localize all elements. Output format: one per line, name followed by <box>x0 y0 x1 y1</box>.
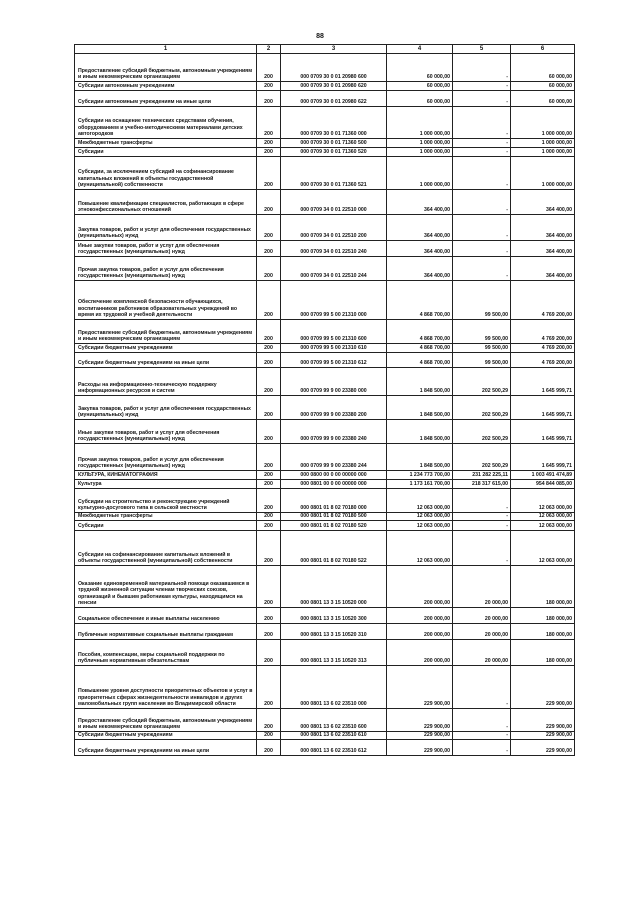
row-name-cell: Иные закупки товаров, работ и услуг для обеспечения государственных (муниципальных) нужд <box>75 420 257 444</box>
row-name-cell: Публичные нормативные социальные выплаты гражданам <box>75 624 257 640</box>
row-unexecuted-cell: - <box>453 54 511 82</box>
row-plan-cell: 12 063 000,00 <box>387 521 453 531</box>
table-row <box>75 91 575 107</box>
row-plan-cell: 229 900,00 <box>387 666 453 709</box>
row-csr-cell: 000 0709 30 0 01 71360 000 <box>281 107 387 139</box>
row-executed-cell: 180 000,00 <box>511 624 575 640</box>
row-code-cell: 200 <box>257 444 281 471</box>
row-unexecuted-cell: 218 317 615,00 <box>453 480 511 489</box>
row-name-cell: Повышение квалификации специалистов, работающих в сфере этноконфессиональных отношений <box>75 190 257 215</box>
row-csr-cell: 000 0801 13 6 02 23510 610 <box>281 732 387 740</box>
table-row <box>75 368 575 396</box>
row-name-cell: Предоставление субсидий бюджетным, автономным учреждениям и иным некоммерческим организациям <box>75 54 257 82</box>
row-name-cell: Субсидии <box>75 521 257 531</box>
header-cell: 1 <box>75 45 257 54</box>
table-row <box>75 148 575 157</box>
row-name-cell: Расходы на информационно-техническую поддержку информационных ресурсов и систем <box>75 368 257 396</box>
row-plan-cell: 200 000,00 <box>387 624 453 640</box>
table-row <box>75 471 575 480</box>
row-unexecuted-cell: - <box>453 709 511 732</box>
row-csr-cell: 000 0801 13 3 15 10520 310 <box>281 624 387 640</box>
table-row <box>75 241 575 257</box>
row-name-cell: Субсидии, за исключением субсидий на софинансирование капитальных вложений в объекты государственной (муниципальной) собственности <box>75 157 257 190</box>
row-executed-cell: 364 400,00 <box>511 215 575 241</box>
row-plan-cell: 4 868 700,00 <box>387 281 453 320</box>
row-executed-cell: 12 063 000,00 <box>511 489 575 513</box>
row-unexecuted-cell: - <box>453 257 511 281</box>
row-plan-cell: 1 000 000,00 <box>387 148 453 157</box>
row-code-cell: 200 <box>257 420 281 444</box>
row-unexecuted-cell: - <box>453 740 511 756</box>
row-executed-cell: 180 000,00 <box>511 640 575 666</box>
row-plan-cell: 60 000,00 <box>387 82 453 91</box>
row-csr-cell: 000 0709 30 0 01 20980 620 <box>281 82 387 91</box>
row-name-cell: Предоставление субсидий бюджетным, автономным учреждениям и иным некоммерческим организациям <box>75 709 257 732</box>
row-executed-cell: 12 063 000,00 <box>511 513 575 521</box>
row-code-cell: 200 <box>257 471 281 480</box>
row-code-cell: 200 <box>257 157 281 190</box>
row-plan-cell: 200 000,00 <box>387 608 453 624</box>
row-code-cell: 200 <box>257 320 281 344</box>
row-plan-cell: 1 848 500,00 <box>387 368 453 396</box>
row-csr-cell: 000 0801 13 3 15 10520 300 <box>281 608 387 624</box>
table-row <box>75 531 575 566</box>
row-csr-cell: 000 0709 34 0 01 22510 200 <box>281 215 387 241</box>
row-csr-cell: 000 0709 30 0 01 71360 520 <box>281 148 387 157</box>
table-row <box>75 608 575 624</box>
table-row <box>75 566 575 608</box>
row-code-cell: 200 <box>257 257 281 281</box>
row-code-cell: 200 <box>257 480 281 489</box>
row-plan-cell: 364 400,00 <box>387 190 453 215</box>
row-code-cell: 200 <box>257 624 281 640</box>
row-csr-cell: 000 0709 99 9 00 23380 200 <box>281 396 387 420</box>
row-executed-cell: 4 769 200,00 <box>511 344 575 353</box>
row-csr-cell: 000 0801 13 6 02 23510 600 <box>281 709 387 732</box>
row-plan-cell: 200 000,00 <box>387 640 453 666</box>
row-name-cell: Субсидии бюджетным учреждениям на иные цели <box>75 353 257 368</box>
row-executed-cell: 60 000,00 <box>511 82 575 91</box>
row-code-cell: 200 <box>257 344 281 353</box>
row-code-cell: 200 <box>257 740 281 756</box>
row-plan-cell: 4 868 700,00 <box>387 353 453 368</box>
row-name-cell: Межбюджетные трансферты <box>75 139 257 148</box>
row-plan-cell: 12 063 000,00 <box>387 489 453 513</box>
row-code-cell: 200 <box>257 215 281 241</box>
row-plan-cell: 1 173 161 700,00 <box>387 480 453 489</box>
row-csr-cell: 000 0709 99 9 00 23380 244 <box>281 444 387 471</box>
row-code-cell: 200 <box>257 148 281 157</box>
row-unexecuted-cell: 99 500,00 <box>453 353 511 368</box>
row-executed-cell: 1 000 000,00 <box>511 139 575 148</box>
table-row <box>75 82 575 91</box>
row-name-cell: Субсидии <box>75 148 257 157</box>
table-row <box>75 666 575 709</box>
row-unexecuted-cell: 20 000,00 <box>453 640 511 666</box>
row-name-cell: Межбюджетные трансферты <box>75 513 257 521</box>
row-executed-cell: 229 900,00 <box>511 709 575 732</box>
row-unexecuted-cell: - <box>453 513 511 521</box>
row-code-cell: 200 <box>257 107 281 139</box>
row-csr-cell: 000 0709 30 0 01 71360 521 <box>281 157 387 190</box>
row-plan-cell: 1 848 500,00 <box>387 444 453 471</box>
row-executed-cell: 364 400,00 <box>511 257 575 281</box>
row-csr-cell: 000 0709 30 0 01 20980 600 <box>281 54 387 82</box>
row-plan-cell: 364 400,00 <box>387 257 453 281</box>
row-plan-cell: 1 848 500,00 <box>387 396 453 420</box>
row-code-cell: 200 <box>257 489 281 513</box>
row-csr-cell: 000 0801 13 6 02 23510 000 <box>281 666 387 709</box>
table-row <box>75 320 575 344</box>
row-name-cell: Социальное обеспечение и иные выплаты населению <box>75 608 257 624</box>
row-plan-cell: 364 400,00 <box>387 241 453 257</box>
row-unexecuted-cell: - <box>453 148 511 157</box>
row-executed-cell: 229 900,00 <box>511 732 575 740</box>
row-unexecuted-cell: 202 500,29 <box>453 444 511 471</box>
budget-table-body <box>75 45 575 756</box>
row-name-cell: Оказание единовременной материальной помощи оказавшимся в трудной жизненной ситуации членам творческих союзов, организаций и бывшим работникам культуры, находящимся на пенсии <box>75 566 257 608</box>
row-name-cell: Закупка товаров, работ и услуг для обеспечения государственных (муниципальных) нужд <box>75 396 257 420</box>
row-plan-cell: 1 234 773 700,00 <box>387 471 453 480</box>
row-code-cell: 200 <box>257 513 281 521</box>
row-unexecuted-cell: 99 500,00 <box>453 281 511 320</box>
row-name-cell: Субсидии автономным учреждениям на иные цели <box>75 91 257 107</box>
row-code-cell: 200 <box>257 396 281 420</box>
row-plan-cell: 1 000 000,00 <box>387 139 453 148</box>
row-csr-cell: 000 0801 01 8 02 70180 000 <box>281 489 387 513</box>
row-unexecuted-cell: 99 500,00 <box>453 320 511 344</box>
row-plan-cell: 229 900,00 <box>387 709 453 732</box>
row-plan-cell: 1 000 000,00 <box>387 107 453 139</box>
budget-table <box>74 44 575 756</box>
table-row <box>75 257 575 281</box>
row-csr-cell: 000 0709 34 0 01 22510 244 <box>281 257 387 281</box>
table-row <box>75 513 575 521</box>
row-code-cell: 200 <box>257 566 281 608</box>
row-csr-cell: 000 0801 13 3 15 10520 313 <box>281 640 387 666</box>
row-code-cell: 200 <box>257 281 281 320</box>
row-plan-cell: 1 000 000,00 <box>387 157 453 190</box>
row-code-cell: 200 <box>257 54 281 82</box>
row-executed-cell: 12 063 000,00 <box>511 521 575 531</box>
table-row <box>75 521 575 531</box>
row-unexecuted-cell: - <box>453 215 511 241</box>
row-executed-cell: 1 000 000,00 <box>511 148 575 157</box>
row-executed-cell: 1 645 999,71 <box>511 396 575 420</box>
table-row <box>75 353 575 368</box>
row-executed-cell: 364 400,00 <box>511 190 575 215</box>
table-row <box>75 740 575 756</box>
table-row <box>75 157 575 190</box>
row-name-cell: Прочая закупка товаров, работ и услуг для обеспечения государственных (муниципальных) нужд <box>75 444 257 471</box>
header-cell: 3 <box>281 45 387 54</box>
row-plan-cell: 229 900,00 <box>387 732 453 740</box>
row-executed-cell: 180 000,00 <box>511 566 575 608</box>
table-row <box>75 489 575 513</box>
row-code-cell: 200 <box>257 353 281 368</box>
row-csr-cell: 000 0709 30 0 01 20980 622 <box>281 91 387 107</box>
row-executed-cell: 954 844 085,00 <box>511 480 575 489</box>
header-cell: 5 <box>453 45 511 54</box>
table-row <box>75 624 575 640</box>
row-unexecuted-cell: - <box>453 157 511 190</box>
row-name-cell: Повышение уровня доступности приоритетных объектов и услуг в приоритетных сферах жизнедеятельности инвалидов и других маломобильных групп населения во Владимирской области <box>75 666 257 709</box>
row-name-cell: Обеспечение комплексной безопасности обучающихся, воспитанников работников образовательных учреждений во время их трудовой и учебной деятельности <box>75 281 257 320</box>
row-unexecuted-cell: 202 500,29 <box>453 420 511 444</box>
row-executed-cell: 364 400,00 <box>511 241 575 257</box>
row-code-cell: 200 <box>257 666 281 709</box>
row-name-cell: Культура <box>75 480 257 489</box>
row-executed-cell: 4 769 200,00 <box>511 353 575 368</box>
table-row <box>75 640 575 666</box>
row-plan-cell: 60 000,00 <box>387 91 453 107</box>
row-code-cell: 200 <box>257 241 281 257</box>
table-row <box>75 396 575 420</box>
row-plan-cell: 364 400,00 <box>387 215 453 241</box>
table-row <box>75 107 575 139</box>
row-csr-cell: 000 0800 00 0 00 00000 000 <box>281 471 387 480</box>
row-executed-cell: 4 769 200,00 <box>511 320 575 344</box>
row-code-cell: 200 <box>257 82 281 91</box>
table-row <box>75 480 575 489</box>
table-row <box>75 732 575 740</box>
row-executed-cell: 1 645 999,71 <box>511 420 575 444</box>
row-csr-cell: 000 0709 34 0 01 22510 240 <box>281 241 387 257</box>
row-code-cell: 200 <box>257 521 281 531</box>
row-name-cell: Закупка товаров, работ и услуг для обеспечения государственных (муниципальных) нужд <box>75 215 257 241</box>
row-executed-cell: 60 000,00 <box>511 91 575 107</box>
row-unexecuted-cell: 99 500,00 <box>453 344 511 353</box>
header-cell: 6 <box>511 45 575 54</box>
row-code-cell: 200 <box>257 139 281 148</box>
header-cell: 4 <box>387 45 453 54</box>
row-unexecuted-cell: 231 282 225,11 <box>453 471 511 480</box>
row-csr-cell: 000 0801 01 8 02 70180 500 <box>281 513 387 521</box>
row-plan-cell: 12 063 000,00 <box>387 513 453 521</box>
row-unexecuted-cell: - <box>453 82 511 91</box>
row-name-cell: Субсидии на строительство и реконструкцию учреждений культурно-досугового типа в сельской местности <box>75 489 257 513</box>
table-row <box>75 215 575 241</box>
row-csr-cell: 000 0709 99 5 00 21310 000 <box>281 281 387 320</box>
row-name-cell: Субсидии автономным учреждениям <box>75 82 257 91</box>
row-executed-cell: 229 900,00 <box>511 740 575 756</box>
table-row <box>75 139 575 148</box>
table-row <box>75 190 575 215</box>
row-unexecuted-cell: 202 500,29 <box>453 396 511 420</box>
row-csr-cell: 000 0801 01 8 02 70180 522 <box>281 531 387 566</box>
row-executed-cell: 229 900,00 <box>511 666 575 709</box>
row-unexecuted-cell: - <box>453 190 511 215</box>
row-csr-cell: 000 0709 99 5 00 21310 600 <box>281 320 387 344</box>
row-csr-cell: 000 0801 13 3 15 10520 000 <box>281 566 387 608</box>
row-plan-cell: 60 000,00 <box>387 54 453 82</box>
header-cell: 2 <box>257 45 281 54</box>
row-executed-cell: 1 645 999,71 <box>511 444 575 471</box>
row-csr-cell: 000 0709 99 5 00 21310 610 <box>281 344 387 353</box>
row-unexecuted-cell: - <box>453 241 511 257</box>
row-executed-cell: 12 063 000,00 <box>511 531 575 566</box>
row-name-cell: КУЛЬТУРА, КИНЕМАТОГРАФИЯ <box>75 471 257 480</box>
row-csr-cell: 000 0709 99 9 00 23380 240 <box>281 420 387 444</box>
table-header-row <box>75 45 575 54</box>
row-csr-cell: 000 0709 99 9 00 23380 000 <box>281 368 387 396</box>
row-unexecuted-cell: - <box>453 666 511 709</box>
table-row <box>75 444 575 471</box>
row-unexecuted-cell: 20 000,00 <box>453 624 511 640</box>
row-name-cell: Субсидии бюджетным учреждениям <box>75 344 257 353</box>
row-plan-cell: 12 063 000,00 <box>387 531 453 566</box>
row-csr-cell: 000 0709 99 5 00 21310 612 <box>281 353 387 368</box>
row-unexecuted-cell: - <box>453 531 511 566</box>
row-unexecuted-cell: 202 500,29 <box>453 368 511 396</box>
row-plan-cell: 229 900,00 <box>387 740 453 756</box>
row-executed-cell: 1 000 000,00 <box>511 157 575 190</box>
row-unexecuted-cell: - <box>453 489 511 513</box>
row-name-cell: Субсидии бюджетным учреждениям <box>75 732 257 740</box>
row-unexecuted-cell: - <box>453 139 511 148</box>
row-name-cell: Субсидии на софинансирование капитальных вложений в объекты государственной (муниципальной) собственности <box>75 531 257 566</box>
page-number: 88 <box>316 33 324 40</box>
row-name-cell: Субсидии на оснащение технических средствами обучения, оборудованием и учебно-методическими материалами детских автогородков <box>75 107 257 139</box>
row-csr-cell: 000 0801 00 0 00 00000 000 <box>281 480 387 489</box>
row-executed-cell: 60 000,00 <box>511 54 575 82</box>
row-executed-cell: 1 645 999,71 <box>511 368 575 396</box>
row-code-cell: 200 <box>257 190 281 215</box>
row-plan-cell: 4 868 700,00 <box>387 344 453 353</box>
row-unexecuted-cell: - <box>453 521 511 531</box>
row-code-cell: 200 <box>257 608 281 624</box>
row-unexecuted-cell: - <box>453 732 511 740</box>
table-row <box>75 709 575 732</box>
row-name-cell: Иные закупки товаров, работ и услуг для обеспечения государственных (муниципальных) нужд <box>75 241 257 257</box>
row-csr-cell: 000 0801 13 6 02 23510 612 <box>281 740 387 756</box>
table-row <box>75 54 575 82</box>
row-code-cell: 200 <box>257 368 281 396</box>
row-name-cell: Предоставление субсидий бюджетным, автономным учреждениям и иным некоммерческим организациям <box>75 320 257 344</box>
row-name-cell: Пособия, компенсации, меры социальной поддержки по публичным нормативным обязательствам <box>75 640 257 666</box>
row-executed-cell: 1 000 000,00 <box>511 107 575 139</box>
row-unexecuted-cell: 20 000,00 <box>453 566 511 608</box>
row-plan-cell: 1 848 500,00 <box>387 420 453 444</box>
row-plan-cell: 200 000,00 <box>387 566 453 608</box>
table-row <box>75 281 575 320</box>
row-unexecuted-cell: 20 000,00 <box>453 608 511 624</box>
row-executed-cell: 180 000,00 <box>511 608 575 624</box>
row-csr-cell: 000 0801 01 8 02 70180 520 <box>281 521 387 531</box>
row-code-cell: 200 <box>257 531 281 566</box>
row-code-cell: 200 <box>257 732 281 740</box>
row-executed-cell: 4 769 200,00 <box>511 281 575 320</box>
row-unexecuted-cell: - <box>453 107 511 139</box>
table-row <box>75 344 575 353</box>
row-name-cell: Прочая закупка товаров, работ и услуг для обеспечения государственных (муниципальных) нужд <box>75 257 257 281</box>
row-csr-cell: 000 0709 34 0 01 22510 000 <box>281 190 387 215</box>
row-unexecuted-cell: - <box>453 91 511 107</box>
row-csr-cell: 000 0709 30 0 01 71360 500 <box>281 139 387 148</box>
row-executed-cell: 1 003 491 474,89 <box>511 471 575 480</box>
row-plan-cell: 4 868 700,00 <box>387 320 453 344</box>
row-code-cell: 200 <box>257 91 281 107</box>
row-code-cell: 200 <box>257 709 281 732</box>
table-row <box>75 420 575 444</box>
row-name-cell: Субсидии бюджетным учреждениям на иные цели <box>75 740 257 756</box>
row-code-cell: 200 <box>257 640 281 666</box>
